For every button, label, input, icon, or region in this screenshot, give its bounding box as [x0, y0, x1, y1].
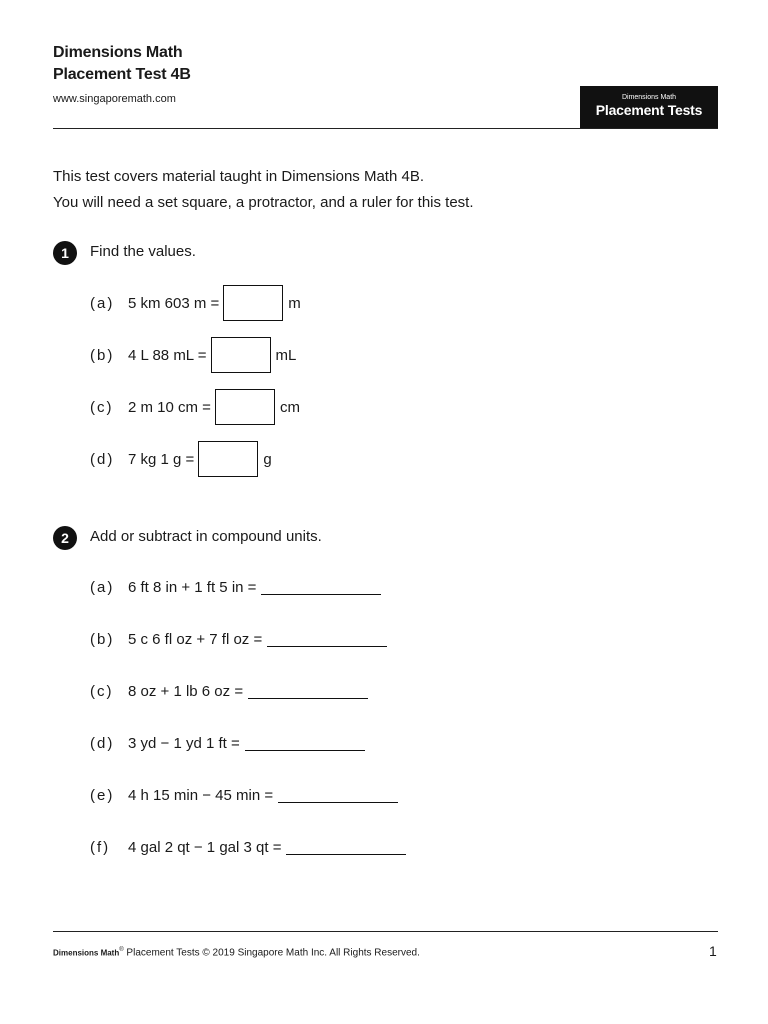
answer-line[interactable]	[245, 750, 365, 751]
intro-text	[53, 164, 474, 216]
answer-box[interactable]	[223, 285, 283, 321]
item-unit: mL	[275, 346, 297, 364]
item-expression: 5 c 6 fl oz + 7 fl oz =	[128, 631, 263, 648]
q1-item-a	[90, 285, 301, 321]
question-1-title: Find the values.	[90, 243, 196, 260]
footer-divider	[53, 931, 718, 932]
website-url[interactable]: www.singaporemath.com	[53, 93, 176, 105]
item-label: (f)	[90, 839, 111, 856]
answer-line[interactable]	[286, 854, 406, 855]
item-label: (d)	[90, 450, 115, 468]
answer-box[interactable]	[211, 337, 271, 373]
item-unit: g	[263, 450, 272, 468]
item-expression: 6 ft 8 in + 1 ft 5 in =	[128, 579, 257, 596]
item-expression: 5 km 603 m =	[128, 294, 220, 312]
intro-line-1: This test covers material taught in Dimensions Math 4B.	[53, 168, 424, 185]
q2-item-b	[90, 631, 387, 648]
answer-line[interactable]	[261, 594, 381, 595]
header-divider	[53, 128, 718, 129]
q2-item-d	[90, 735, 365, 752]
item-unit: cm	[279, 398, 300, 416]
item-label: (c)	[90, 683, 114, 700]
answer-box[interactable]	[198, 441, 258, 477]
q2-item-e	[90, 787, 398, 804]
document-title	[53, 42, 191, 86]
item-label: (b)	[90, 631, 115, 648]
answer-box[interactable]	[215, 389, 275, 425]
footer-trademark: ®	[119, 947, 124, 953]
q2-item-c	[90, 683, 368, 700]
q1-item-b	[90, 337, 296, 373]
item-label: (c)	[90, 398, 114, 416]
item-expression: 7 kg 1 g =	[128, 450, 195, 468]
item-expression: 3 yd − 1 yd 1 ft =	[128, 735, 240, 752]
footer-copyright	[53, 947, 420, 958]
item-expression: 8 oz + 1 lb 6 oz =	[128, 683, 244, 700]
footer-brand: Dimensions Math	[53, 948, 120, 958]
title-line-1: Dimensions Math	[53, 44, 183, 61]
answer-line[interactable]	[248, 698, 368, 699]
q1-item-c	[90, 389, 300, 425]
question-1-number: 1	[53, 241, 77, 265]
answer-line[interactable]	[278, 802, 398, 803]
footer-rights: Placement Tests © 2019 Singapore Math Inc. All Rights Reserved.	[123, 947, 420, 959]
item-expression: 4 L 88 mL =	[128, 346, 207, 364]
item-label: (d)	[90, 735, 115, 752]
item-label: (a)	[90, 579, 115, 596]
item-unit: m	[288, 294, 301, 312]
item-expression: 2 m 10 cm =	[128, 398, 211, 416]
q2-item-a	[90, 579, 381, 596]
item-label: (b)	[90, 346, 115, 364]
placement-tests-badge	[580, 86, 718, 129]
q1-item-d	[90, 441, 272, 477]
question-2-number: 2	[53, 526, 77, 550]
title-line-2: Placement Test 4B	[53, 66, 191, 83]
answer-line[interactable]	[267, 646, 387, 647]
badge-brand: Dimensions Math	[621, 94, 677, 101]
q2-item-f	[90, 839, 406, 856]
badge-title: Placement Tests	[595, 102, 703, 118]
item-expression: 4 gal 2 qt − 1 gal 3 qt =	[128, 839, 282, 856]
item-label: (e)	[90, 787, 115, 804]
intro-line-2: You will need a set square, a protractor, and a ruler for this test.	[53, 194, 474, 211]
question-2-title: Add or subtract in compound units.	[90, 528, 322, 545]
item-expression: 4 h 15 min − 45 min =	[128, 787, 274, 804]
page-number: 1	[709, 943, 717, 959]
item-label: (a)	[90, 294, 115, 312]
